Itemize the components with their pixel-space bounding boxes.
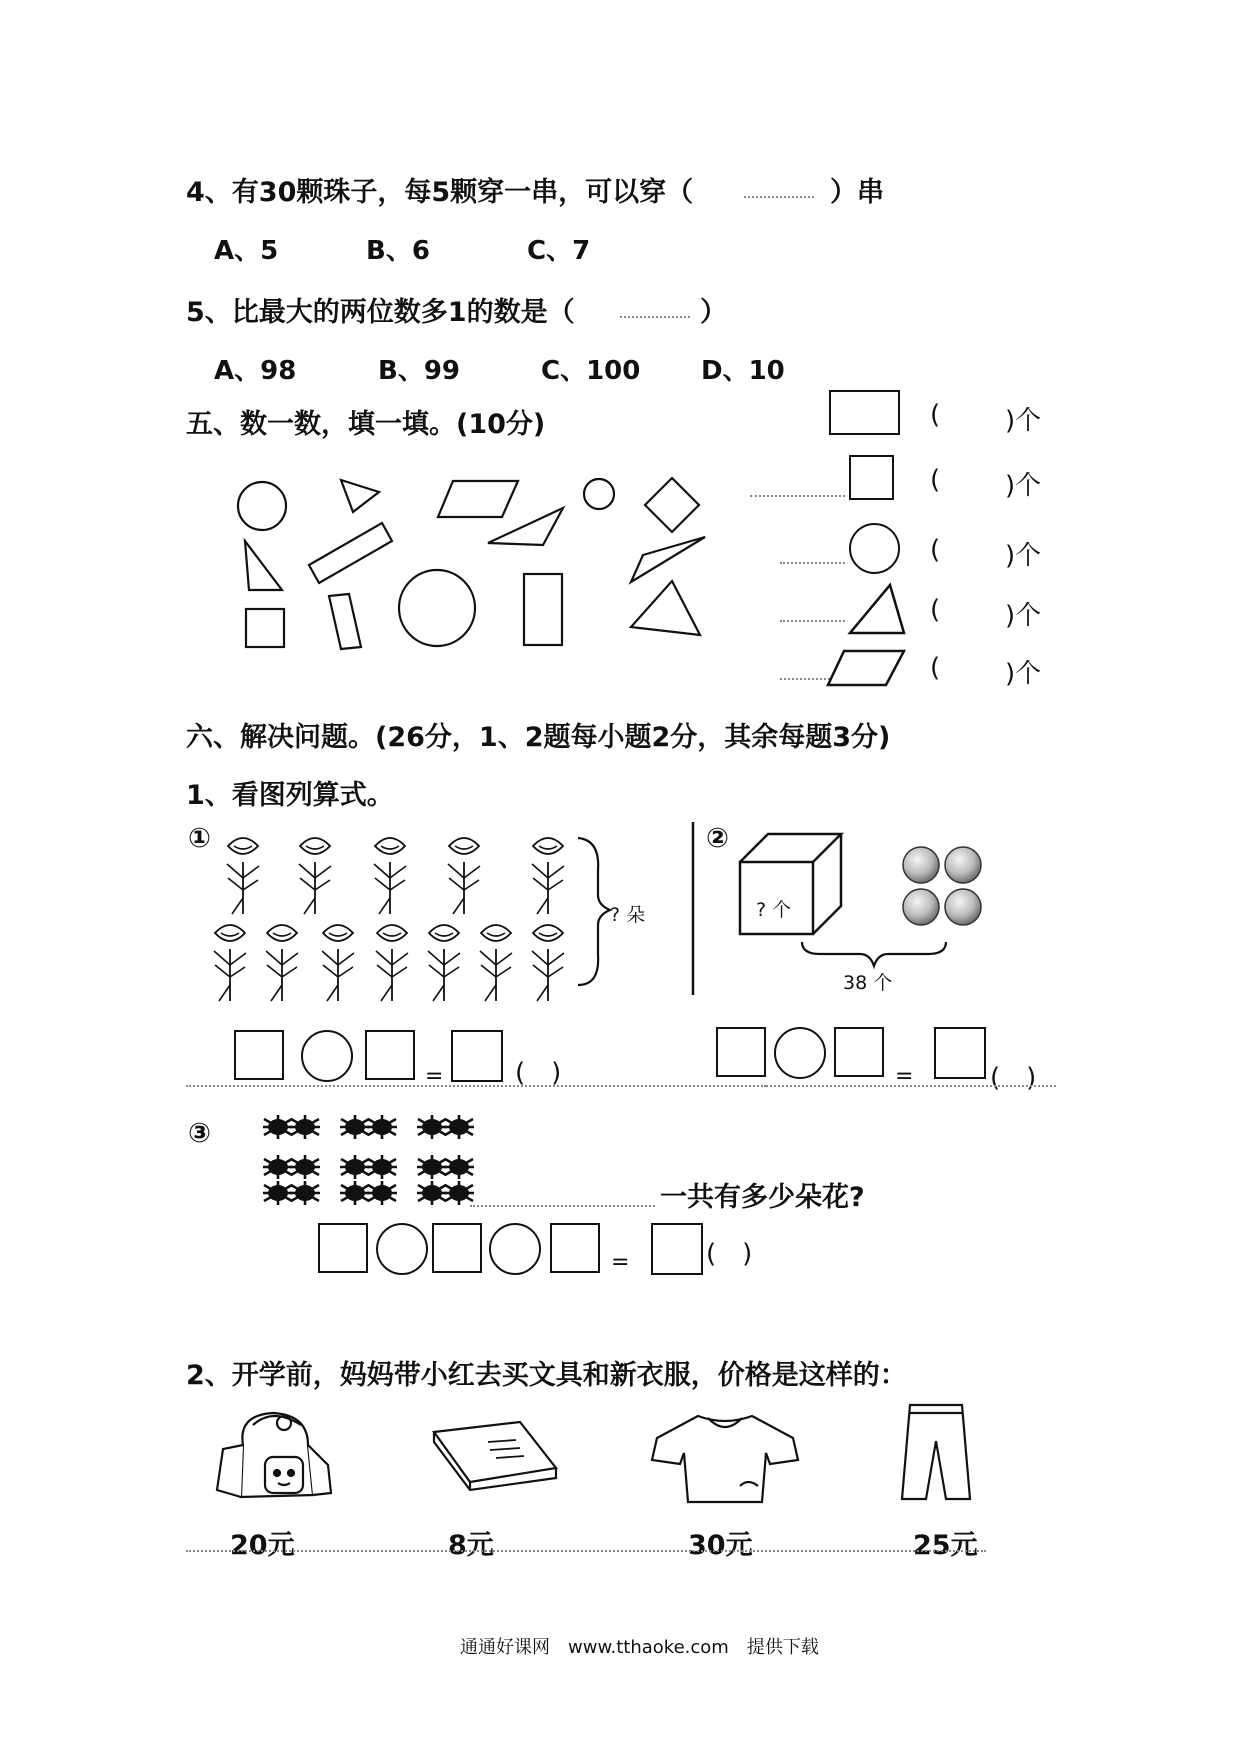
q5-option-c: C、100 [541,356,641,386]
part2-brace-label: 38 个 [843,972,893,994]
p3-answer-box-1[interactable] [318,1223,368,1273]
part3-marker: ③ [188,1118,211,1149]
pencil-box-price: 8元 [448,1530,494,1561]
section6-q1-title: 1、看图列算式。 [186,780,394,811]
p1-equals: = [425,1064,444,1089]
backpack-price: 20元 [230,1530,295,1561]
q4-option-a: A、5 [214,236,279,266]
part1-brace-label: ? 朵 [610,904,646,926]
q4-option-b: B、6 [366,236,430,266]
p3-operator-circle-1[interactable] [376,1223,428,1275]
pants-price: 25元 [913,1530,978,1561]
part1-marker: ① [188,823,211,854]
parallelogram-count-close: )个 [1005,659,1042,689]
square-count-close: )个 [1005,471,1042,501]
footer-text: 通通好课网 www.tthaoke.com 提供下载 [460,1637,819,1658]
q4-tail: ）串 [830,177,884,208]
q5-tail: ） [700,297,727,328]
q4-text: 4、有30颗珠子，每5颗穿一串，可以穿（ [186,177,694,208]
q5-option-b: B、99 [378,356,460,386]
p2-equals: = [895,1064,914,1089]
backpack-icon [213,1405,338,1505]
sweater-price: 30元 [688,1530,753,1561]
q5-option-a: A、98 [214,356,297,386]
p3-equals: = [611,1250,630,1275]
part2-marker: ② [706,823,729,854]
pants-icon [896,1403,976,1503]
triangle-count-close: )个 [1005,601,1042,631]
circle-count-close: )个 [1005,541,1042,571]
cube-label: ? 个 [756,899,792,921]
p3-operator-circle-2[interactable] [489,1223,541,1275]
p3-answer-box-2[interactable] [432,1223,482,1273]
q5-option-d: D、10 [701,356,785,386]
q4-option-c: C、7 [527,236,591,266]
p3-unit-paren: ( ) [706,1239,753,1269]
p2-unit-paren: ( ) [990,1063,1037,1093]
section6-title: 六、解决问题。(26分，1、2题每小题2分，其余每题3分) [186,722,891,753]
pencil-box-icon [430,1420,560,1490]
p3-result-box[interactable] [651,1223,703,1275]
p3-answer-box-3[interactable] [550,1223,600,1273]
parallelogram-count-open: ( [930,653,941,683]
triangle-count-open: ( [930,595,941,625]
q5-text: 5、比最大的两位数多1的数是（ [186,297,575,328]
part3-question: 一共有多少朵花? [660,1182,865,1213]
leader-dots [186,1550,986,1552]
square-count-open: ( [930,465,941,495]
section5-title: 五、数一数，填一填。(10分) [186,409,546,440]
leader-dots [470,1205,655,1207]
rectangle-count-close: )个 [1005,406,1042,436]
circle-count-open: ( [930,535,941,565]
p1-unit-paren: ( ) [515,1058,562,1088]
sweater-icon [648,1408,803,1508]
section6-q2-title: 2、开学前，妈妈带小红去买文具和新衣服，价格是这样的： [186,1360,907,1391]
rectangle-count-open: ( [930,400,941,430]
